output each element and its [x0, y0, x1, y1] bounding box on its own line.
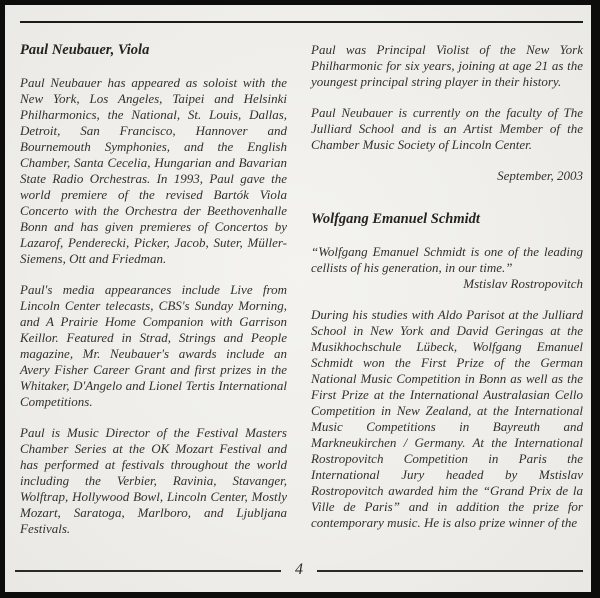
page-footer	[15, 563, 583, 579]
quote-rostropovitch: “Wolfgang Emanuel Schmidt is one of the leading cellists of his generation, in our time.”	[311, 244, 583, 275]
left-column	[20, 42, 287, 552]
date-line: September, 2003	[497, 168, 583, 183]
paragraph-neubauer-media: Paul's media appearances include Live from Lincoln Center telecasts, CBS's Sunday Morning, and A Prairie Home Companion with Garrison Keillor. Featured in Strad, Strings and People magazine, Mr. Neubauer's awards include an Avery Fisher Career Grant and first prizes in the Whitaker, D'Angelo and Lionel Tertis International Competitions.	[20, 282, 287, 409]
heading-wolfgang-schmidt: Wolfgang Emanuel Schmidt	[311, 211, 480, 227]
booklet-page	[5, 5, 591, 592]
page-number: 4	[295, 561, 303, 578]
footer-rule-left	[15, 570, 281, 572]
paragraph-schmidt-bio: During his studies with Aldo Parisot at the Julliard School in New York and David Geringas at the Musikhochschule Lübeck, Wolfgang Emanuel Schmidt won the First Prize of the German National Music Competition in Bonn as well as the First Prize at the International Australasian Cello Competition in New Zealand, at the International Music Competitions in Bayreuth and Markneukirchen / Germany. At the International Rostropovitch Competition in Paris the International Jury headed by Mstislav Rostropovitch awarded him the “Grand Prix de la Ville de Paris” and in addition the prize for contemporary music. He is also prize winner of the	[311, 307, 583, 530]
right-column	[311, 42, 583, 552]
paragraph-neubauer-orchestras: Paul Neubauer has appeared as soloist with the New York, Los Angeles, Taipei and Helsinki Philharmonics, the National, St. Louis, Dallas, Detroit, San Francisco, Hannover and Bournemouth Symphonies, and the English Chamber, Santa Cecelia, Hungarian and Bavarian State Radio Orchestras. In 1993, Paul gave the world premiere of the revised Bartók Viola Concerto with the Orchestra der Beethovenhalle Bonn and has given premieres of Concertos by Lazarof, Penderecki, Picker, Jacob, Suter, Müller-Siemens, Ott and Friedman.	[20, 75, 287, 266]
paragraph-neubauer-philharmonic: Paul was Principal Violist of the New York Philharmonic for six years, joining at age 21 as the youngest principal string player in their history.	[311, 42, 583, 89]
quote-attribution: Mstislav Rostropovitch	[463, 276, 583, 291]
header-rule	[20, 21, 583, 23]
paragraph-neubauer-faculty: Paul Neubauer is currently on the faculty of The Julliard School and is an Artist Member of the Chamber Music Society of Lincoln Center.	[311, 105, 583, 152]
footer-rule-right	[317, 570, 583, 572]
heading-paul-neubauer: Paul Neubauer, Viola	[20, 42, 150, 58]
two-column-layout	[20, 42, 583, 552]
paragraph-neubauer-festivals: Paul is Music Director of the Festival Masters Chamber Series at the OK Mozart Festival and has performed at festivals throughout the world including the Verbier, Ravinia, Stavanger, Wolftrap, Hollywood Bowl, Lincoln Center, Mostly Mozart, Saratoga, Marlboro, and Ljubljana Festivals.	[20, 425, 287, 536]
